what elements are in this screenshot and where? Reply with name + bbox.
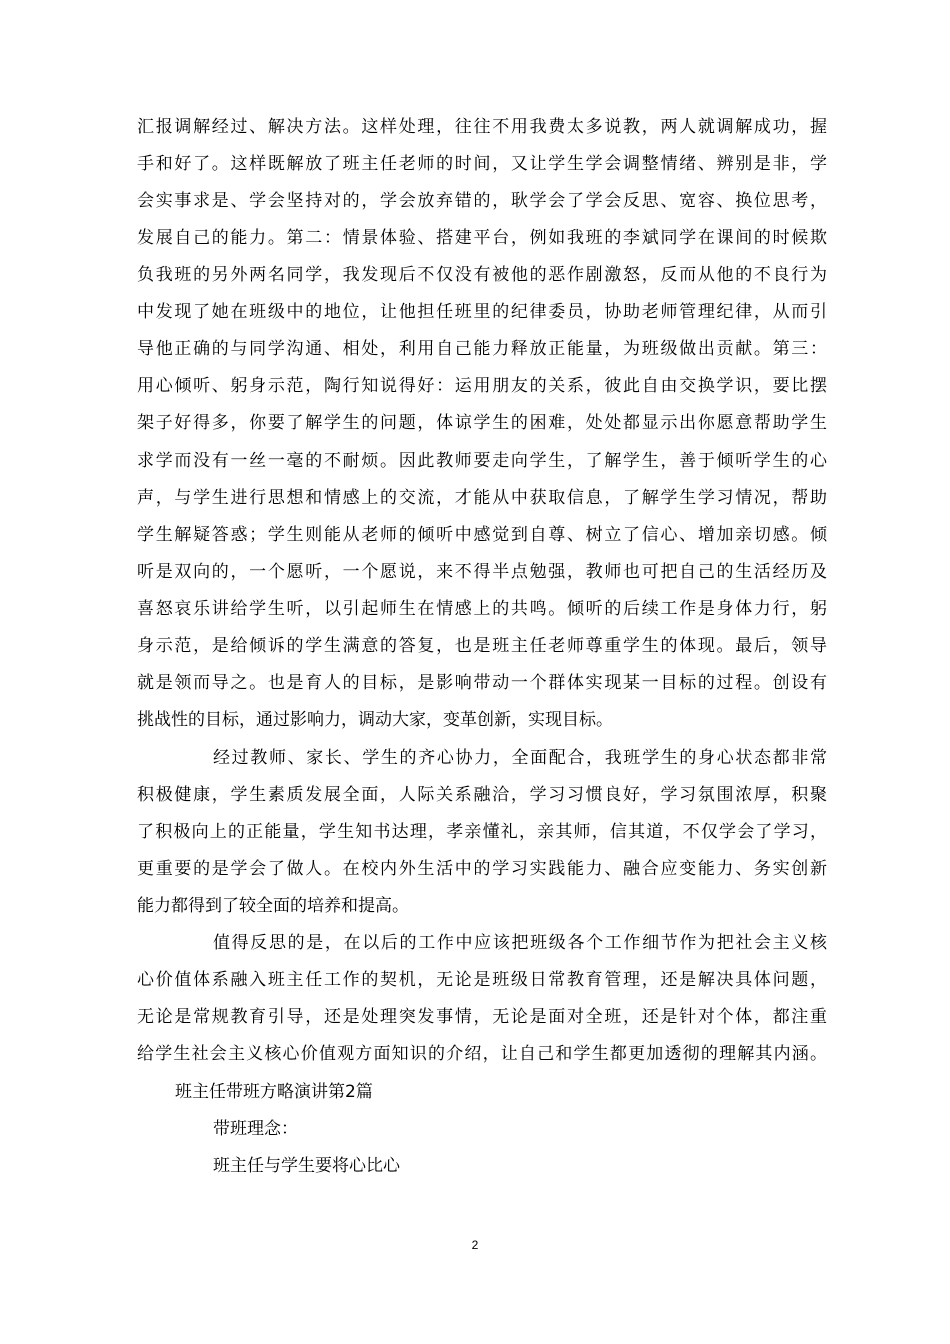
paragraph-line: 喜怒哀乐讲给学生听，以引起师生在情感上的共鸣。倾听的后续工作是身体力行，躬 [137, 599, 827, 619]
paragraph-line: 声，与学生进行思想和情感上的交流，才能从中获取信息，了解学生学习情况，帮助 [137, 488, 827, 508]
paragraph-line: 身示范，是给倾诉的学生满意的答复，也是班主任老师尊重学生的体现。最后，领导 [137, 636, 827, 656]
paragraph-line: 导他正确的与同学沟通、相处，利用自己能力释放正能量，为班级做出贡献。第三： [137, 339, 827, 359]
page-number: 2 [471, 1238, 479, 1252]
paragraph-line: 了积极向上的正能量，学生知书达理，孝亲懂礼，亲其师，信其道，不仅学会了学习， [137, 822, 827, 842]
paragraph-line: 求学而没有一丝一毫的不耐烦。因此教师要走向学生，了解学生，善于倾听学生的心 [137, 451, 827, 471]
paragraph-line: 学生解疑答惑；学生则能从老师的倾听中感觉到自尊、树立了信心、增加亲切感。倾 [137, 525, 827, 545]
paragraph-line: 用心倾听、躬身示范，陶行知说得好：运用朋友的关系，彼此自由交换学识，要比摆 [137, 376, 827, 396]
paragraph-line: 听是双向的，一个愿听，一个愿说，来不得半点勉强，教师也可把自己的生活经历及 [137, 562, 827, 582]
paragraph-line: 就是领而导之。也是育人的目标，是影响带动一个群体实现某一目标的过程。创设有 [137, 673, 827, 693]
subheading-text: 班主任与学生要将心比心 [213, 1156, 400, 1176]
paragraph-line: 会实事求是、学会坚持对的，学会放弃错的，耿学会了学会反思、宽容、换位思考， [137, 191, 827, 211]
section-title: 班主任带班方略演讲第2篇 [175, 1082, 373, 1102]
paragraph-line: 心价值体系融入班主任工作的契机，无论是班级日常教育管理，还是解决具体问题， [137, 970, 827, 990]
paragraph-line: 汇报调解经过、解决方法。这样处理，往往不用我费太多说教，两人就调解成功，握 [137, 117, 827, 137]
subheading: 带班理念： [213, 1119, 298, 1139]
paragraph-line: 值得反思的是，在以后的工作中应该把班级各个工作细节作为把社会主义核 [213, 933, 827, 953]
paragraph-line: 负我班的另外两名同学，我发现后不仅没有被他的恶作剧激怒，反而从他的不良行为 [137, 265, 827, 285]
paragraph-line: 无论是常规教育引导，还是处理突发事情，无论是面对全班，还是针对个体，都注重 [137, 1007, 827, 1027]
paragraph-line: 给学生社会主义核心价值观方面知识的介绍，让自己和学生都更加透彻的理解其内涵。 [137, 1044, 827, 1064]
paragraph-line: 挑战性的目标，通过影响力，调动大家，变革创新，实现目标。 [137, 710, 613, 730]
paragraph-line: 架子好得多，你要了解学生的问题，体谅学生的困难，处处都显示出你愿意帮助学生 [137, 413, 827, 433]
paragraph-line: 手和好了。这样既解放了班主任老师的时间，又让学生学会调整情绪、辨别是非，学 [137, 154, 827, 174]
paragraph-line: 更重要的是学会了做人。在校内外生活中的学习实践能力、融合应变能力、务实创新 [137, 859, 827, 879]
paragraph-line: 经过教师、家长、学生的齐心协力，全面配合，我班学生的身心状态都非常 [213, 748, 827, 768]
paragraph-line: 中发现了她在班级中的地位，让他担任班里的纪律委员，协助老师管理纪律，从而引 [137, 302, 827, 322]
paragraph-line: 积极健康，学生素质发展全面，人际关系融洽，学习习惯良好，学习氛围浓厚，积聚 [137, 785, 827, 805]
paragraph-line: 能力都得到了较全面的培养和提高。 [137, 896, 409, 916]
paragraph-line: 发展自己的能力。第二：情景体验、搭建平台，例如我班的李斌同学在课间的时候欺 [137, 228, 827, 248]
